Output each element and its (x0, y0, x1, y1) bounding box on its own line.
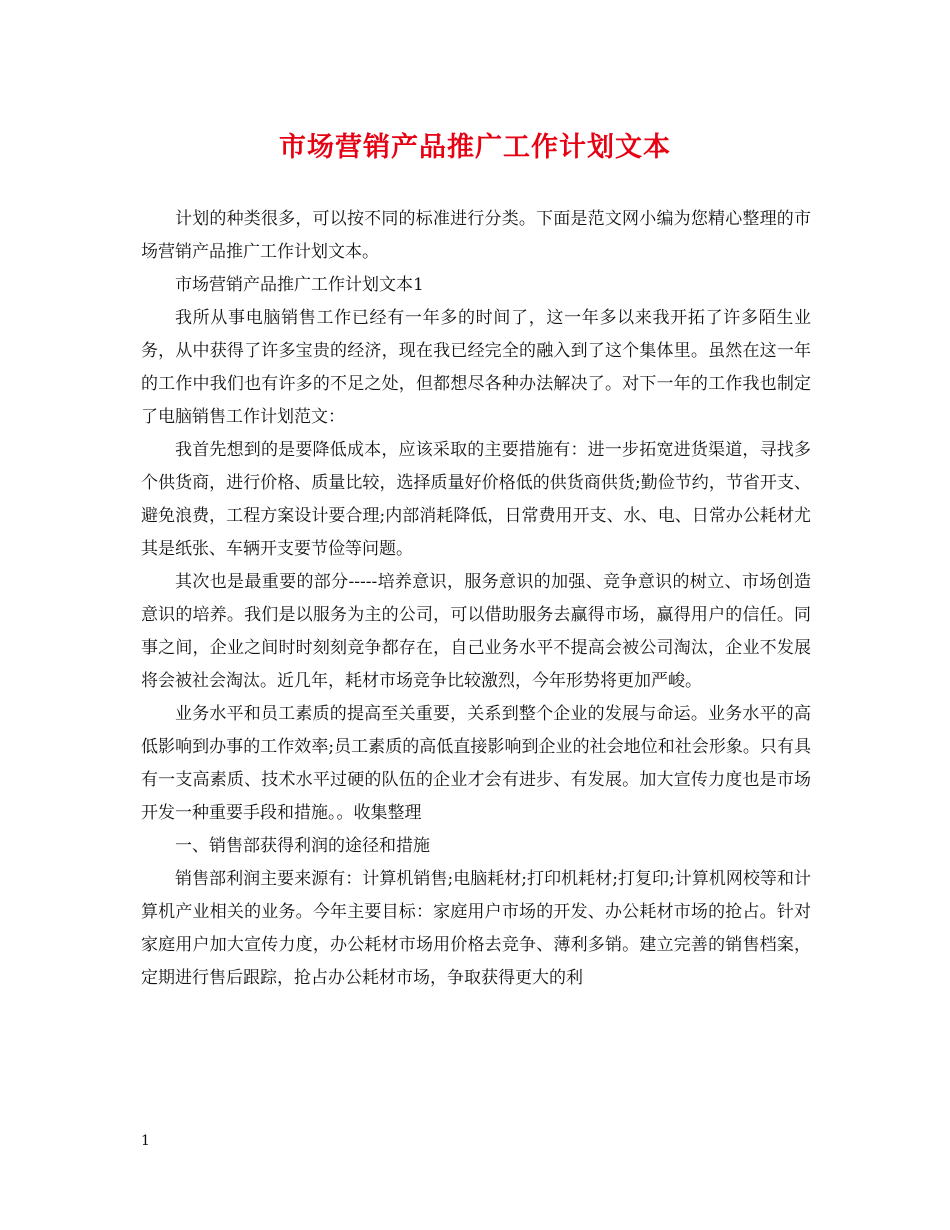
paragraph-section-heading: 市场营销产品推广工作计划文本1 (175, 275, 424, 295)
paragraph-intro: 计划的种类很多，可以按不同的标准进行分类。下面是范文网小编为您精心整理的市场营销产品推广工作计划文本。 (141, 209, 811, 262)
document-title: 市场营销产品推广工作计划文本 (279, 132, 671, 163)
paragraph-staff-quality: 业务水平和员工素质的提高至关重要，关系到整个企业的发展与命运。业务水平的高低影响到办事的工作效率;员工素质的高低直接影响到企业的社会地位和社会形象。只有具有一支高素质、技术水平过硬的队伍的企业才会有进步、有发展。加大宣传力度也是市场开发一种重要手段和措施。。收集整理 (141, 704, 811, 823)
paragraph-profit-heading: 一、销售部获得利润的途径和措施 (175, 836, 430, 856)
paragraph-awareness: 其次也是最重要的部分-----培养意识，服务意识的加强、竞争意识的树立、市场创造意识的培养。我们是以服务为主的公司，可以借助服务去赢得市场，赢得用户的信任。同事之间，企业之间时时刻刻竞争都存在，自己业务水平不提高会被公司淘汰，企业不发展将会被社会淘汰。近几年，耗材市场竞争比较激烈，今年形势将更加严峻。 (141, 572, 811, 691)
page-number: 1 (141, 1133, 150, 1149)
document-body (141, 203, 811, 995)
paragraph-profit-sources: 销售部利润主要来源有：计算机销售;电脑耗材;打印机耗材;打复印;计算机网校等和计算机产业相关的业务。今年主要目标：家庭用户市场的开发、办公耗材市场的抢占。针对家庭用户加大宣传力度，办公耗材市场用价格去竞争、薄利多销。建立完善的销售档案，定期进行售后跟踪，抢占办公耗材市场，争取获得更大的利 (141, 869, 811, 988)
paragraph-cost-reduction: 我首先想到的是要降低成本，应该采取的主要措施有：进一步拓宽进货渠道，寻找多个供货商，进行价格、质量比较，选择质量好价格低的供货商供货;勤俭节约，节省开支、避免浪费，工程方案设计要合理;内部消耗降低，日常费用开支、水、电、日常办公耗材尤其是纸张、车辆开支要节俭等问题。 (141, 440, 811, 559)
paragraph-experience: 我所从事电脑销售工作已经有一年多的时间了，这一年多以来我开拓了许多陌生业务，从中获得了许多宝贵的经济，现在我已经完全的融入到了这个集体里。虽然在这一年的工作中我们也有许多的不足之处，但都想尽各种办法解决了。对下一年的工作我也制定了电脑销售工作计划范文： (141, 308, 811, 427)
